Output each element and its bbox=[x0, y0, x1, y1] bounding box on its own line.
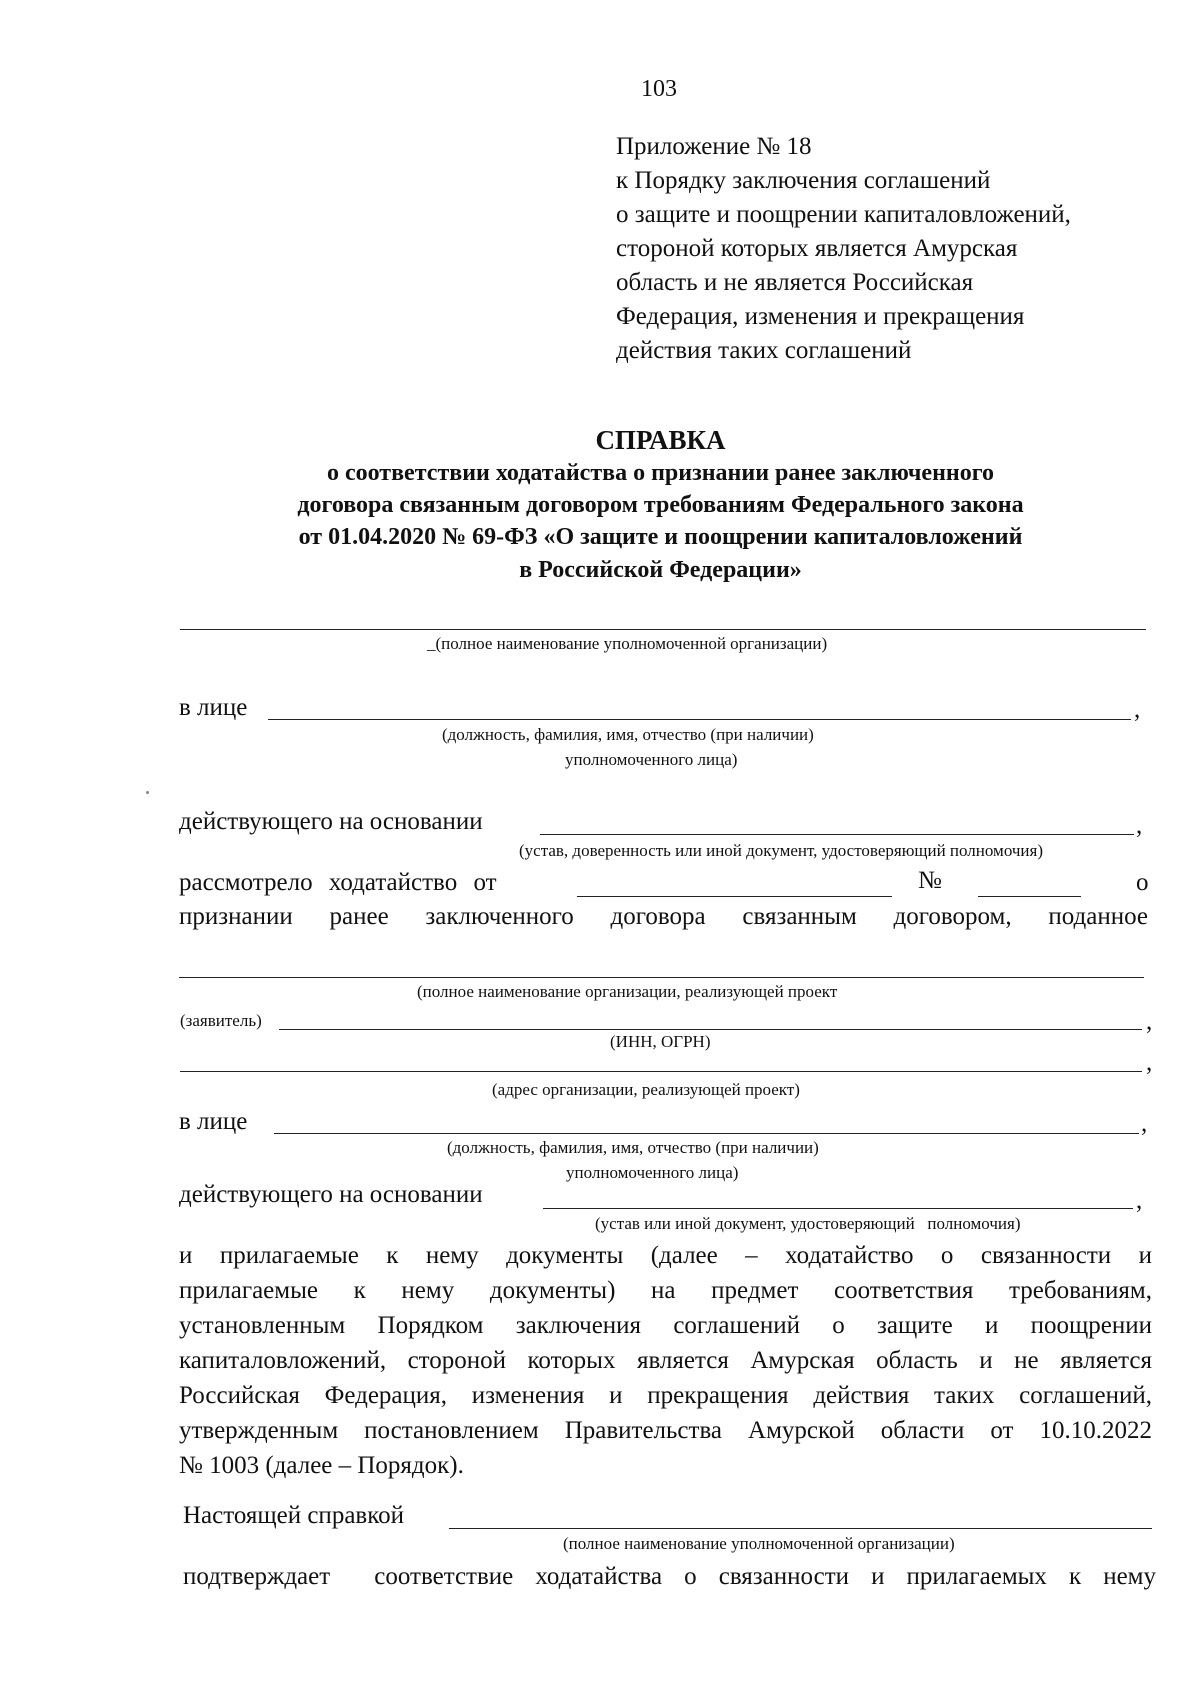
appendix-line: Федерация, изменения и прекращения bbox=[616, 303, 1025, 330]
person-caption-2: уполномоченного лица) bbox=[566, 1163, 739, 1182]
basis-caption: (устав или иной документ, удостоверяющий полномочия) bbox=[595, 1214, 1021, 1233]
person-caption: (должность, фамилия, имя, отчество (при наличии) bbox=[442, 725, 814, 744]
appendix-line: стороной которых является Амурская bbox=[616, 235, 1018, 262]
address-caption: (адрес организации, реализующей проект) bbox=[492, 1080, 800, 1099]
appendix-line: о защите и поощрении капиталовложений, bbox=[616, 201, 1071, 228]
basis-line bbox=[543, 1208, 1133, 1209]
paragraph-line: Российская Федерация, изменения и прекращения действия таких соглашений, bbox=[179, 1382, 1152, 1409]
paragraph-line: установленным Порядком заключения соглашений о защите и поощрении bbox=[179, 1312, 1152, 1339]
comma: , bbox=[1146, 1049, 1153, 1076]
about-word: о bbox=[1136, 869, 1149, 896]
number-sign: № bbox=[918, 867, 942, 894]
address-line bbox=[180, 1071, 1142, 1072]
appendix-line: область и не является Российская bbox=[616, 269, 974, 296]
appendix-block bbox=[616, 130, 1071, 368]
comma: , bbox=[1141, 1110, 1148, 1137]
basis-line bbox=[540, 834, 1134, 835]
title-line: в Российской Федерации» bbox=[519, 557, 802, 583]
appendix-line: действия таких соглашений bbox=[616, 337, 912, 364]
in-person-label: в лице bbox=[179, 1108, 248, 1135]
project-org-line bbox=[179, 977, 1144, 978]
paragraph-line: прилагаемые к нему документы) на предмет соответствия требованиям, bbox=[179, 1277, 1152, 1304]
applicant-line bbox=[279, 1029, 1142, 1030]
confirming-org-line bbox=[449, 1528, 1152, 1529]
scan-speck bbox=[146, 791, 149, 794]
comma: , bbox=[1136, 1187, 1143, 1214]
comma: , bbox=[1136, 812, 1143, 839]
confirming-org-caption: (полное наименование уполномоченной организации) bbox=[563, 1534, 955, 1553]
request-number-line bbox=[978, 896, 1081, 897]
title-line: договора связанным договором требованиям Федерального закона bbox=[297, 492, 1024, 518]
org-name-line bbox=[180, 629, 1146, 630]
title-line: о соответствии ходатайства о признании ранее заключенного bbox=[326, 460, 995, 486]
inn-ogrn-caption: (ИНН, ОГРН) bbox=[610, 1032, 711, 1051]
page-number: 103 bbox=[641, 76, 677, 102]
title-line: от 01.04.2020 № 69-ФЗ «О защите и поощрении капиталовложений bbox=[298, 524, 1023, 550]
person-name-line bbox=[268, 719, 1131, 720]
appendix-line: Приложение № 18 bbox=[616, 133, 812, 160]
org-name-caption: _(полное наименование уполномоченной организации) bbox=[427, 634, 828, 653]
person-caption-2: уполномоченного лица) bbox=[565, 750, 738, 769]
applicant-label: (заявитель) bbox=[180, 1011, 262, 1030]
request-date-line bbox=[577, 896, 892, 897]
in-person-label: в лице bbox=[179, 694, 248, 721]
paragraph-line: капиталовложений, стороной которых является Амурская область и не является bbox=[179, 1347, 1152, 1374]
reviewed-label: рассмотрело ходатайство от bbox=[179, 869, 497, 896]
confirms-line: подтверждает соответствие ходатайства о связанности и прилагаемых к нему bbox=[183, 1563, 1156, 1590]
comma: , bbox=[1134, 696, 1141, 723]
basis-caption: (устав, доверенность или иной документ, удостоверяющий полномочия) bbox=[519, 841, 1044, 860]
paragraph-line: и прилагаемые к нему документы (далее – ходатайство о связанности и bbox=[179, 1242, 1152, 1269]
acting-basis-label: действующего на основании bbox=[179, 808, 483, 835]
hereby-label: Настоящей справкой bbox=[183, 1502, 404, 1529]
appendix-line: к Порядку заключения соглашений bbox=[616, 167, 991, 194]
recognition-line: признании ранее заключенного договора связанным договором, поданное bbox=[179, 903, 1148, 930]
paragraph-line: утвержденным постановлением Правительства Амурской области от 10.10.2022 bbox=[179, 1417, 1152, 1444]
person-name-line bbox=[274, 1133, 1139, 1134]
project-org-caption: (полное наименование организации, реализующей проект bbox=[417, 982, 838, 1001]
acting-basis-label: действующего на основании bbox=[179, 1181, 483, 1208]
comma: , bbox=[1146, 1008, 1153, 1035]
document-heading: СПРАВКА bbox=[595, 425, 726, 455]
paragraph-line: № 1003 (далее – Порядок). bbox=[179, 1452, 464, 1479]
body-paragraph bbox=[179, 1238, 1152, 1483]
person-caption: (должность, фамилия, имя, отчество (при наличии) bbox=[447, 1138, 819, 1157]
